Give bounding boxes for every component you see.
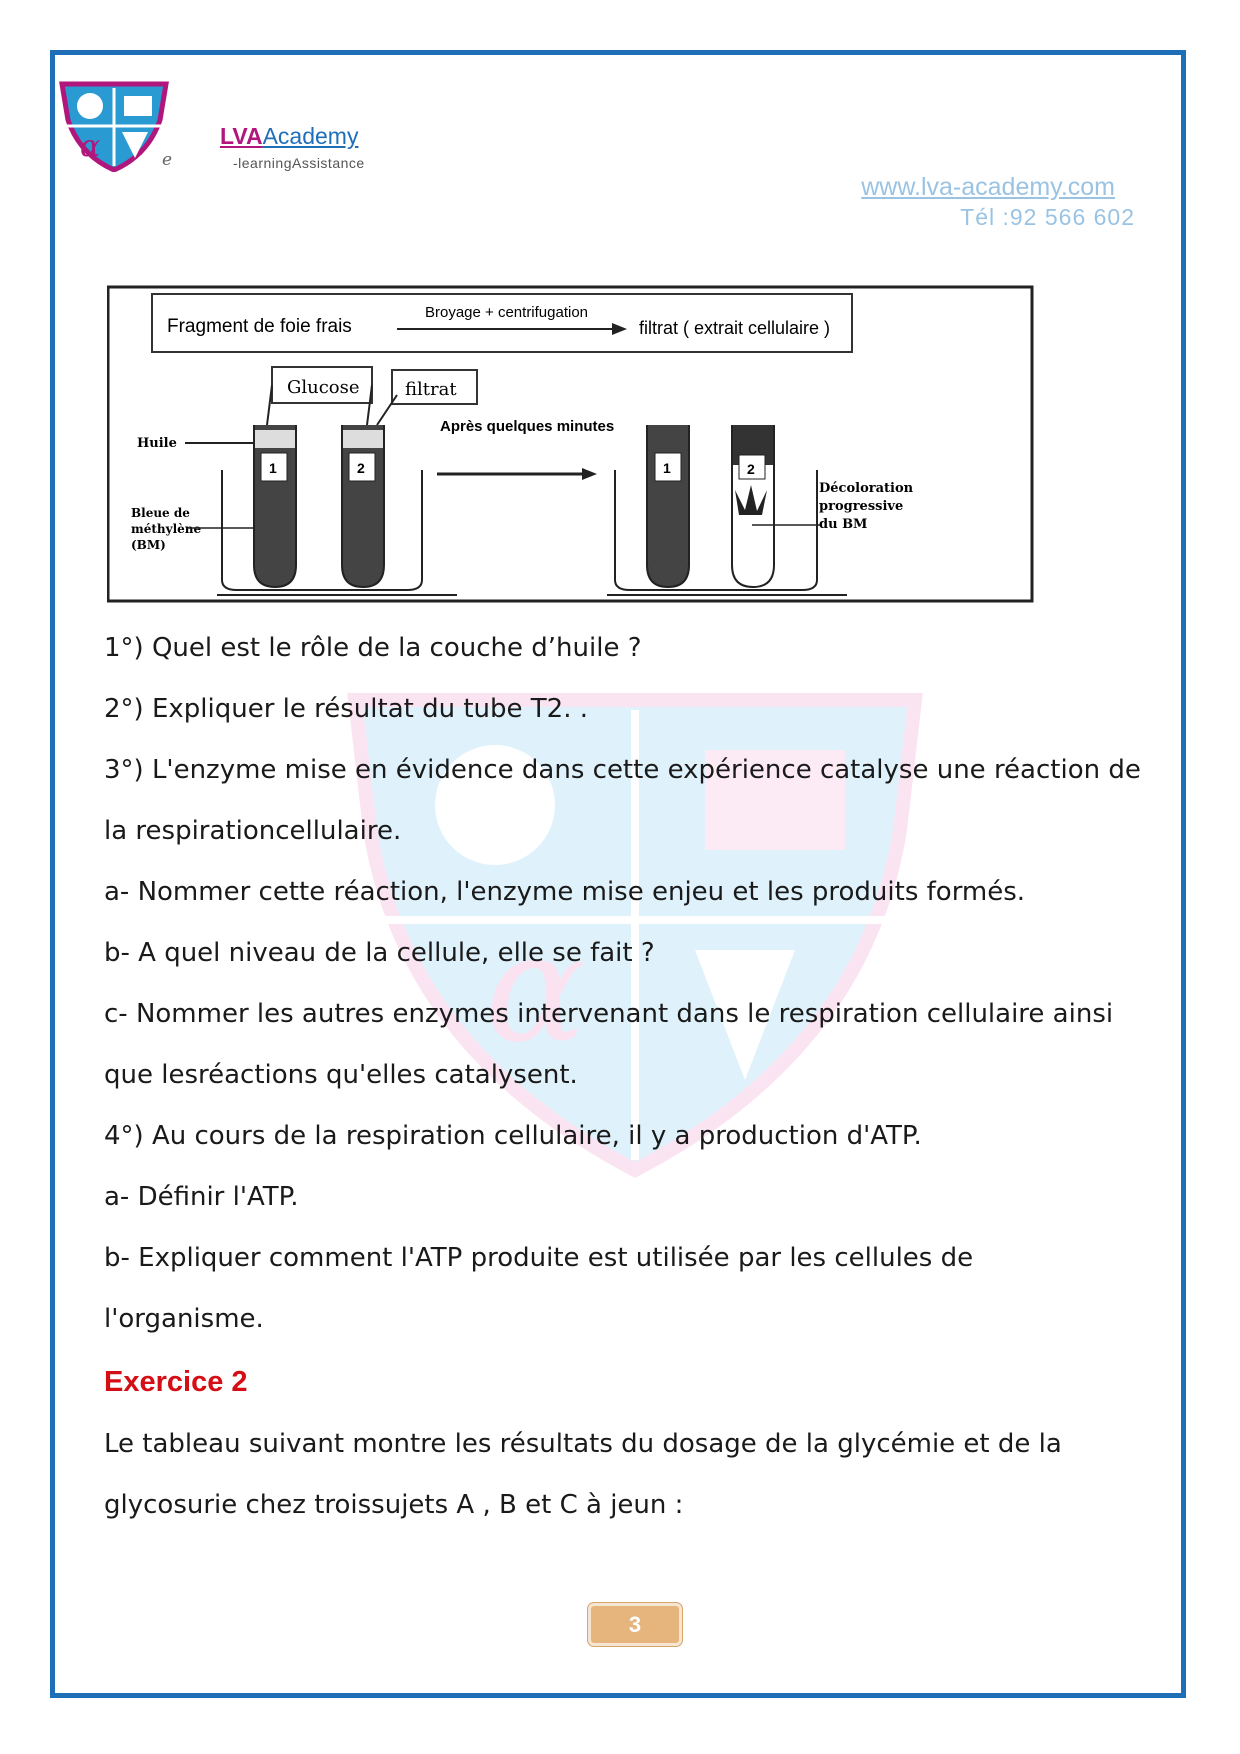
fig-tube-2b-label: 2 [747, 461, 755, 477]
question-line: b- A quel niveau de la cellule, elle se fait ? [104, 938, 655, 968]
website-link[interactable]: www.lva-academy.com [861, 173, 1115, 201]
exercise-content [104, 618, 1164, 1536]
fig-bm-label-3: (BM) [131, 538, 166, 552]
fig-tube-1b-label: 1 [663, 460, 671, 476]
exercise-2-heading: Exercice 2 [104, 1366, 248, 1398]
question-line: 2°) Expliquer le résultat du tube T2. . [104, 694, 588, 724]
question-line: que lesréactions qu'elles catalysent. [104, 1060, 578, 1090]
svg-text:α: α [80, 129, 101, 164]
question-line: la respirationcellulaire. [104, 816, 402, 846]
fig-huile-label: Huile [137, 436, 177, 451]
brand-lva: LVA [220, 123, 263, 149]
fig-glucose-label: Glucose [287, 377, 360, 398]
lva-logo [58, 80, 173, 172]
fig-result-label: filtrat ( extrait cellulaire ) [639, 318, 831, 338]
fig-filtrat-label: filtrat [405, 379, 457, 400]
question-line: c- Nommer les autres enzymes intervenant dans le respiration cellulaire ainsi [104, 999, 1114, 1029]
fig-decolor-3: du BM [819, 517, 868, 532]
fig-bm-label-2: méthylène [131, 522, 202, 536]
brand-academy: Academy [262, 123, 359, 149]
fig-tube-2-label: 2 [357, 460, 365, 476]
svg-text:α: α [485, 902, 587, 1076]
page-number-badge: 3 [588, 1603, 682, 1646]
question-line: b- Expliquer comment l'ATP produite est utilisée par les cellules de [104, 1243, 974, 1273]
logo-e: e [162, 150, 173, 170]
brand-name[interactable] [220, 123, 358, 150]
fig-top-label: Fragment de foie frais [167, 316, 352, 337]
question-line: a- Définir l'ATP. [104, 1182, 299, 1212]
fig-tube-1-label: 1 [269, 460, 277, 476]
question-line: l'organisme. [104, 1304, 264, 1334]
fig-decolor-2: progressive [819, 499, 904, 514]
question-line: 1°) Quel est le rôle de la couche d’huile ? [104, 633, 642, 663]
question-line: a- Nommer cette réaction, l'enzyme mise enjeu et les produits formés. [104, 877, 1026, 907]
question-line: 3°) L'enzyme mise en évidence dans cette expérience catalyse une réaction de [104, 755, 1141, 785]
fig-process-label: Broyage + centrifugation [425, 304, 589, 321]
phone-number: Tél :92 566 602 [960, 204, 1135, 230]
fig-bm-label-1: Bleue de [131, 506, 190, 520]
question-line: 4°) Au cours de la respiration cellulaire, il y a production d'ATP. [104, 1121, 922, 1151]
experiment-figure [107, 285, 1035, 603]
exercise-2-intro: Le tableau suivant montre les résultats du dosage de la glycémie et de la [104, 1429, 1062, 1459]
exercise-2-intro: glycosurie chez troissujets A , B et C à jeun : [104, 1490, 684, 1520]
tagline: -learningAssistance [233, 155, 365, 171]
fig-decolor-1: Décoloration [819, 481, 914, 496]
fig-after-label: Après quelques minutes [440, 418, 615, 435]
